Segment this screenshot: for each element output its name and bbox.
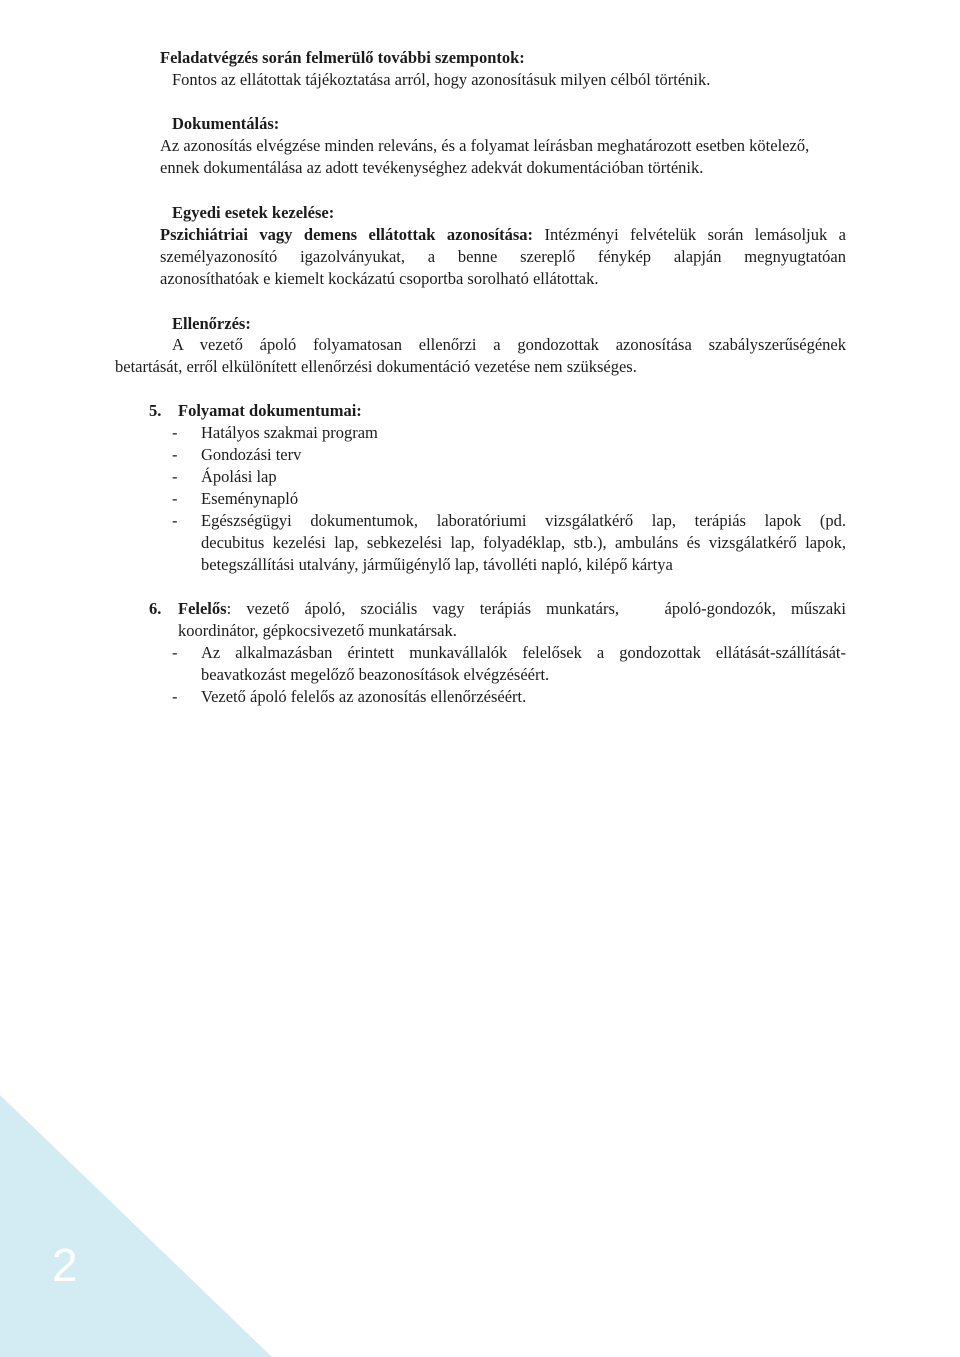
section6-number: 6. (149, 599, 162, 618)
section-documentation-body (160, 135, 846, 179)
section-special-bold-lead: Pszichiátriai vagy demens ellátottak azonosítása: (160, 225, 534, 244)
section6-line-1-rest: : vezető ápoló, szociális vagy terápiás munkatárs, ápoló-gondozók, műszaki (226, 599, 846, 618)
section-further-heading-text: Feladatvégzés során felmerülő további szempontok: (160, 48, 525, 67)
page-number: 2 (52, 1239, 78, 1291)
list-item-line-2: decubitus kezelési lap, sebkezelési lap, folyadéklap, stb.), ambuláns és vizsgálatkérő lapok, (201, 533, 846, 552)
list-dash: - (172, 489, 178, 508)
list-item (172, 466, 846, 488)
section5-heading (149, 400, 161, 422)
list-item-text: Hatályos szakmai program (201, 423, 378, 442)
list-item-line-3: betegszállítási utalvány, járműigénylő lap, távolléti napló, kilépő kártya (201, 555, 673, 574)
list-item-text: Eseménynapló (201, 489, 299, 508)
section-special-body (160, 224, 846, 290)
section-special-heading (172, 202, 334, 224)
section5-title-text: Folyamat dokumentumai: (178, 401, 362, 420)
list-item-text: Gondozási terv (201, 445, 302, 464)
section6-body (178, 598, 846, 642)
section-further-text (172, 69, 710, 91)
list-item-line-2: beavatkozást megelőző beazonosítások elvégzéséért. (201, 665, 550, 684)
section-special-heading-text: Egyedi esetek kezelése: (172, 203, 335, 222)
list-dash: - (172, 687, 178, 706)
list-item-text: Vezető ápoló felelős az azonosítás ellenőrzéséért. (201, 687, 527, 706)
list-dash: - (172, 643, 178, 662)
corner-decoration (0, 1095, 272, 1357)
section-special-line-3: azonosíthatóak e kiemelt kockázatú csoportba sorolható ellátottak. (160, 269, 599, 288)
list-item (172, 642, 846, 686)
section-control-heading-text: Ellenőrzés: (172, 314, 251, 333)
list-item (172, 488, 846, 510)
list-dash: - (172, 423, 178, 442)
section-control-line-1: A vezető ápoló folyamatosan ellenőrzi a gondozottak azonosítása szabályszerűségének (172, 335, 846, 354)
section-further-heading (160, 47, 525, 69)
section-further-text-content: Fontos az ellátottak tájékoztatása arról, hogy azonosításuk milyen célból történik. (172, 70, 711, 89)
list-item-text: Ápolási lap (201, 467, 277, 486)
list-dash: - (172, 511, 178, 530)
section-documentation-line-1: Az azonosítás elvégzése minden releváns, és a folyamat leírásban meghatározott esetben kötelező, (160, 136, 810, 155)
list-item (172, 444, 846, 466)
list-dash: - (172, 467, 178, 486)
list-item-multiline (172, 510, 846, 576)
section-documentation-heading-text: Dokumentálás: (172, 114, 280, 133)
list-item (172, 686, 846, 708)
section5-number: 5. (149, 401, 162, 420)
list-item (172, 510, 846, 576)
section6-line-1 (178, 598, 846, 620)
section6-heading (149, 598, 161, 620)
list-item-line-1: Egészségügyi dokumentumok, laboratóriumi vizsgálatkérő lap, terápiás lapok (pd. (201, 511, 846, 530)
section-documentation-line-2: ennek dokumentálása az adott tevékenységhez adekvát dokumentációban történik. (160, 158, 704, 177)
section-control-heading (172, 313, 251, 335)
list-dash: - (172, 445, 178, 464)
section-special-line-1-rest: Intézményi felvételük során lemásoljuk a (533, 225, 846, 244)
section-documentation-heading (172, 113, 279, 135)
corner-triangle (0, 1095, 272, 1357)
section6-line-2: koordinátor, gépkocsivezető munkatársak. (178, 621, 457, 640)
section-special-line-1 (160, 224, 846, 246)
list-item-multiline (172, 642, 846, 686)
section5-title (178, 400, 362, 422)
section-special-line-2: személyazonosító igazolványukat, a benne szereplő fénykép alapján megnyugtatóan (160, 247, 846, 266)
section-control-body (115, 334, 846, 378)
list-item-line-1: Az alkalmazásban érintett munkavállalók felelősek a gondozottak ellátását-szállítását- (201, 643, 846, 662)
section-control-line-2: betartását, erről elkülönített ellenőrzési dokumentáció vezetése nem szükséges. (115, 357, 637, 376)
list-item (172, 422, 846, 444)
section6-title: Felelős (178, 599, 227, 618)
